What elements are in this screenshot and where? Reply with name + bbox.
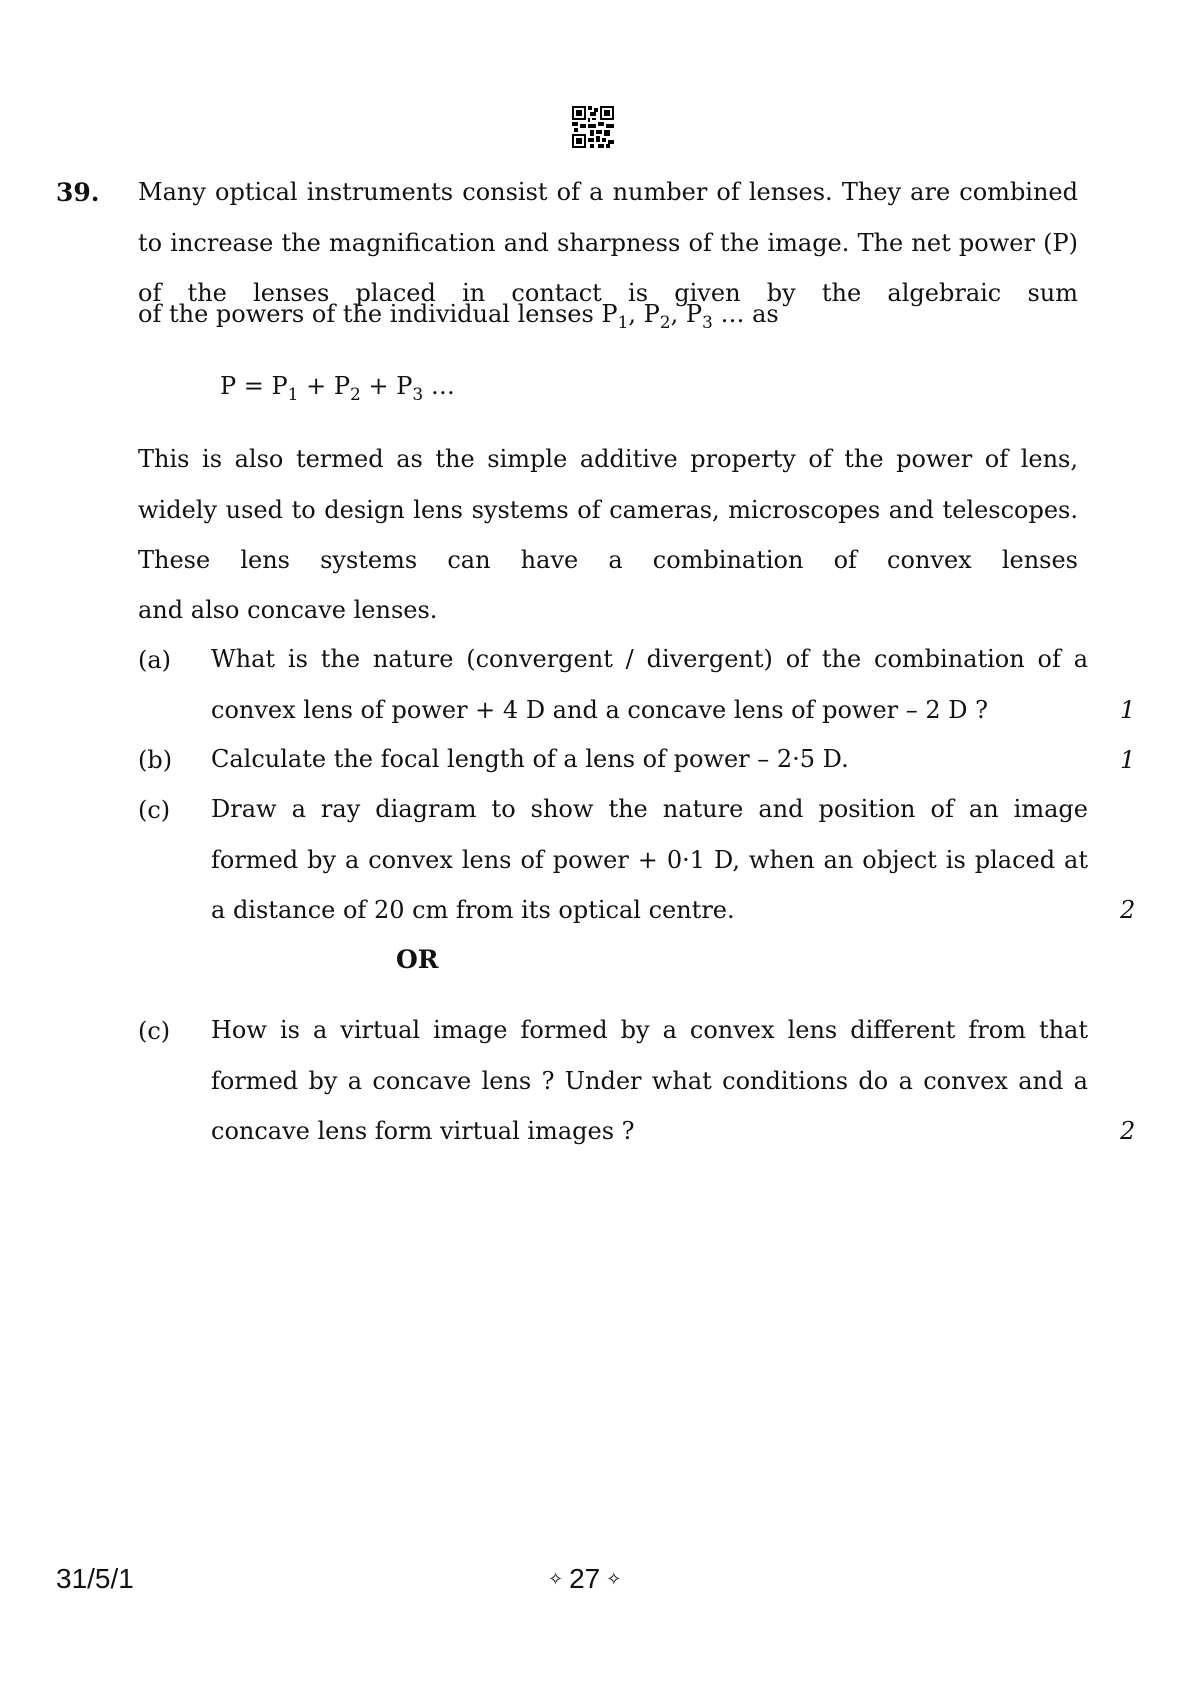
or-divider: OR [396, 945, 439, 974]
part-a-text: What is the nature (convergent / divergent) of the combination of a convex lens of power + 4 D and a concave lens of power – 2 D ? [211, 645, 1088, 724]
intro-last-line: of the powers of the individual lenses $P_1$, $P_2$, $P_3$ … as [138, 300, 779, 333]
qr-code-icon [572, 106, 614, 148]
part-c-alt-text: How is a virtual image formed by a convex lens different from that formed by a concave lens ? Under what conditions do a convex and a concave lens form virtual images ? [211, 1016, 1088, 1145]
page-number-value: 27 [569, 1563, 601, 1594]
additive-property-last-line: and also concave lenses. [138, 596, 438, 624]
question-number: 39. [56, 178, 100, 207]
page-number [548, 1563, 621, 1595]
part-c-alt-marks: 2 [1120, 1117, 1136, 1145]
part-b-label: (b) [138, 746, 173, 774]
part-c-alt-label: (c) [138, 1017, 171, 1045]
power-formula: $P = P_1 + P_2 + P_3$ … [220, 372, 455, 405]
ornament-right-icon: ✧ [606, 1568, 622, 1589]
part-c-label: (c) [138, 796, 171, 824]
paper-code: 31/5/1 [56, 1563, 134, 1594]
part-a-marks: 1 [1120, 696, 1136, 724]
part-b-text: Calculate the focal length of a lens of power – 2·5 D. [211, 745, 849, 773]
additive-property-paragraph: This is also termed as the simple additive property of the power of lens, widely used to design lens systems of cameras, microscopes and telescopes. These lens systems can have a combination of convex lenses [138, 445, 1078, 574]
ornament-left-icon: ✧ [548, 1568, 564, 1589]
intro-paragraph: Many optical instruments consist of a number of lenses. They are combined to increase the magnification and sharpness of the image. The net power (P) of the lenses placed in contact is given by the algebraic sum [138, 178, 1078, 307]
part-c-text: Draw a ray diagram to show the nature and position of an image formed by a convex lens of power + 0·1 D, when an object is placed at a distance of 20 cm from its optical centre. [211, 795, 1088, 924]
part-b-marks: 1 [1120, 746, 1136, 774]
part-c-marks: 2 [1120, 896, 1136, 924]
part-a-label: (a) [138, 646, 172, 674]
